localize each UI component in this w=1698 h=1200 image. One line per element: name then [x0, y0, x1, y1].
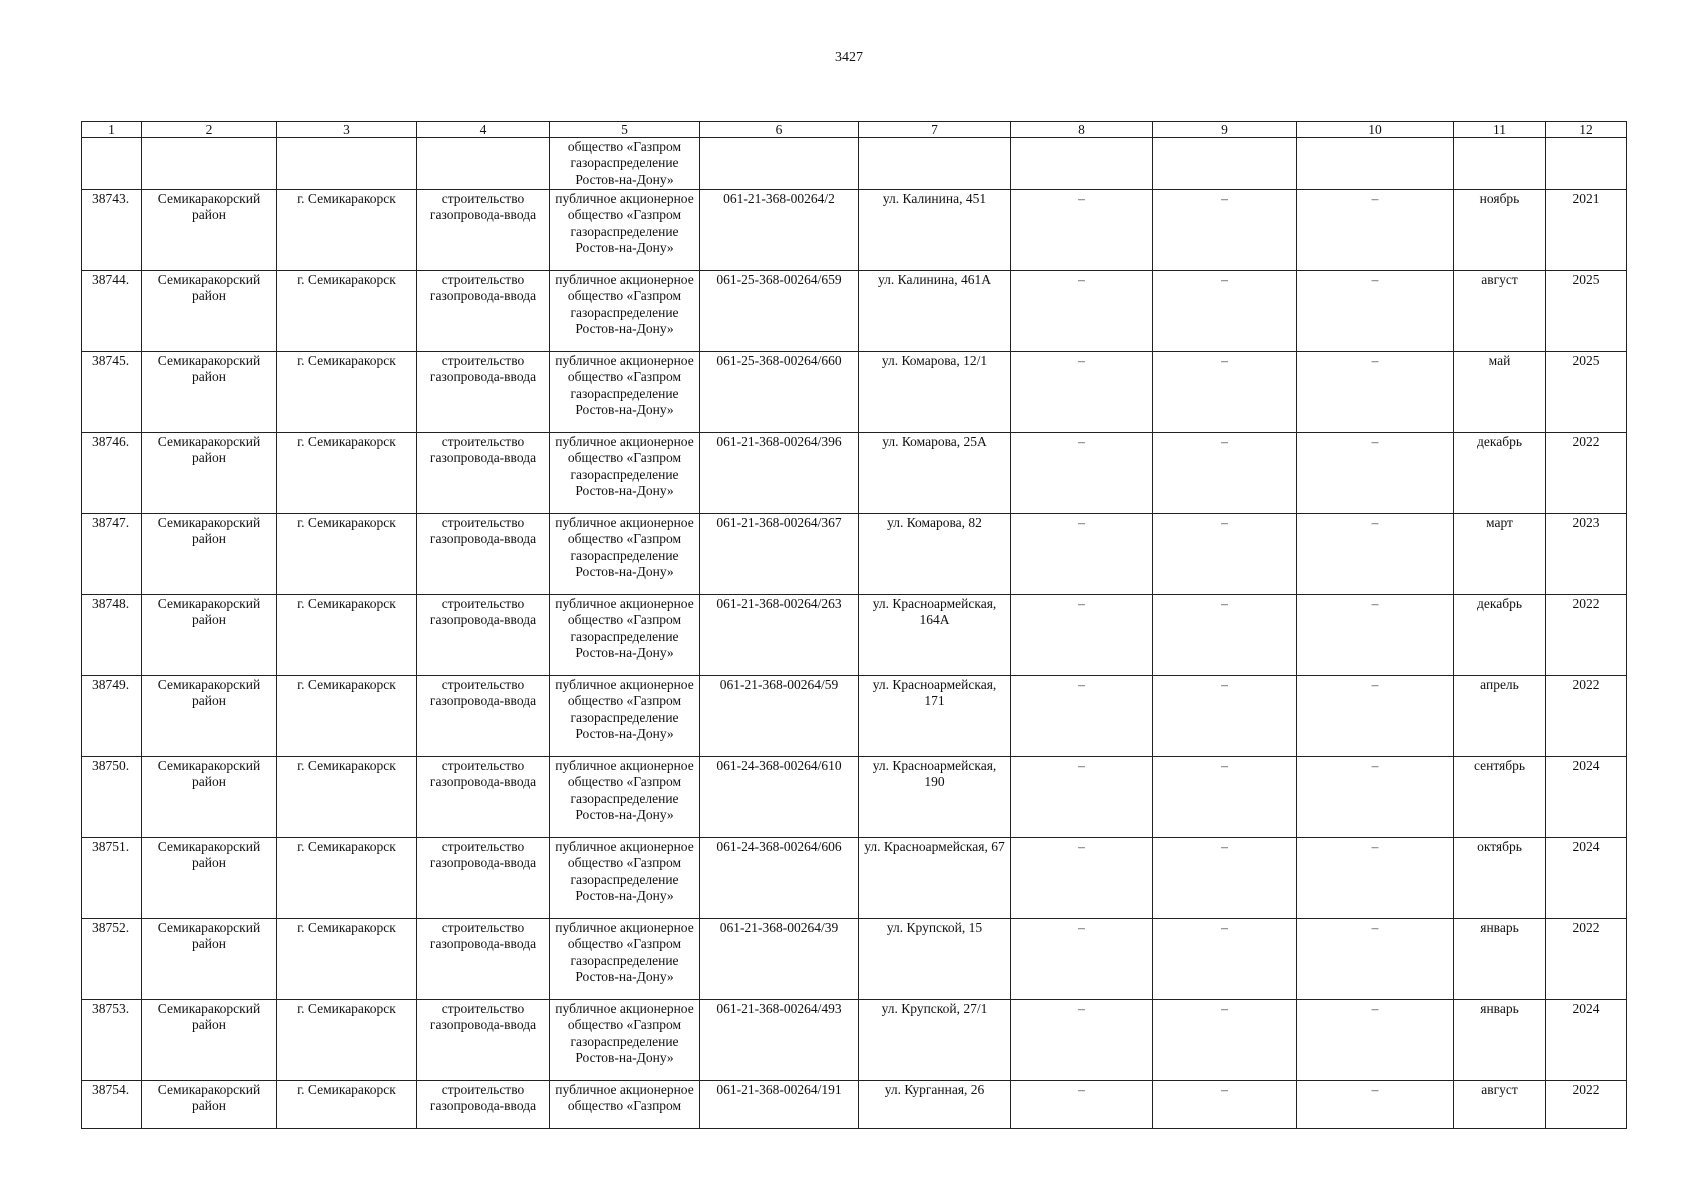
column-9-cell: –: [1153, 514, 1297, 595]
city-cell: г. Семикаракорск: [277, 514, 417, 595]
table-row: [82, 352, 1627, 433]
month-cell: декабрь: [1454, 595, 1546, 676]
permit-code-cell: 061-21-368-00264/396: [700, 433, 859, 514]
month-cell: март: [1454, 514, 1546, 595]
column-8-cell: –: [1011, 676, 1153, 757]
row-number-cell: 38753.: [82, 1000, 142, 1081]
column-header-1: 1: [82, 122, 142, 138]
column-header-3: 3: [277, 122, 417, 138]
organization-cell: публичное акционерное общество «Газпром газораспределение Ростов-на-Дону»: [550, 352, 700, 433]
address-cell: ул. Красноармейская, 67: [859, 838, 1011, 919]
table-row: [82, 595, 1627, 676]
column-10-cell: –: [1297, 676, 1454, 757]
organization-cell: публичное акционерное общество «Газпром газораспределение Ростов-на-Дону»: [550, 433, 700, 514]
work-type-cell: строительство газопровода-ввода: [417, 595, 550, 676]
row-number-cell: 38754.: [82, 1081, 142, 1129]
permit-code-cell: 061-25-368-00264/659: [700, 271, 859, 352]
district-cell: Семикаракорский район: [142, 1081, 277, 1129]
column-9-cell: –: [1153, 271, 1297, 352]
column-8-cell: –: [1011, 919, 1153, 1000]
address-cell: ул. Калинина, 461А: [859, 271, 1011, 352]
city-cell: г. Семикаракорск: [277, 838, 417, 919]
organization-cell: публичное акционерное общество «Газпром газораспределение Ростов-на-Дону»: [550, 919, 700, 1000]
work-type-cell: строительство газопровода-ввода: [417, 352, 550, 433]
column-header-10: 10: [1297, 122, 1454, 138]
permit-code-cell: 061-21-368-00264/59: [700, 676, 859, 757]
work-type-cell: строительство газопровода-ввода: [417, 676, 550, 757]
year-cell: 2025: [1546, 271, 1627, 352]
column-10-cell: –: [1297, 838, 1454, 919]
column-9-cell: –: [1153, 595, 1297, 676]
city-cell: г. Семикаракорск: [277, 919, 417, 1000]
table-row: [82, 1000, 1627, 1081]
row-number-cell: 38747.: [82, 514, 142, 595]
row-number-cell: 38745.: [82, 352, 142, 433]
year-cell: 2022: [1546, 919, 1627, 1000]
month-cell: август: [1454, 1081, 1546, 1129]
address-cell: ул. Красноармейская, 164А: [859, 595, 1011, 676]
permit-code-cell: 061-21-368-00264/191: [700, 1081, 859, 1129]
year-cell: 2024: [1546, 838, 1627, 919]
organization-cell: публичное акционерное общество «Газпром газораспределение Ростов-на-Дону»: [550, 1000, 700, 1081]
organization-cell: публичное акционерное общество «Газпром газораспределение Ростов-на-Дону»: [550, 271, 700, 352]
org-cell: общество «Газпром газораспределение Ростов-на-Дону»: [550, 138, 700, 190]
work-type-cell: строительство газопровода-ввода: [417, 919, 550, 1000]
column-header-7: 7: [859, 122, 1011, 138]
address-cell: ул. Красноармейская, 190: [859, 757, 1011, 838]
column-10-cell: –: [1297, 919, 1454, 1000]
district-cell: Семикаракорский район: [142, 676, 277, 757]
district-cell: Семикаракорский район: [142, 190, 277, 271]
year-cell: 2025: [1546, 352, 1627, 433]
district-cell: Семикаракорский район: [142, 514, 277, 595]
district-cell: Семикаракорский район: [142, 271, 277, 352]
month-cell: январь: [1454, 919, 1546, 1000]
column-9-cell: –: [1153, 190, 1297, 271]
year-cell: 2024: [1546, 1000, 1627, 1081]
column-10-cell: –: [1297, 514, 1454, 595]
address-cell: ул. Крупской, 27/1: [859, 1000, 1011, 1081]
table-row: [82, 676, 1627, 757]
table-row: [82, 838, 1627, 919]
organization-cell: публичное акционерное общество «Газпром: [550, 1081, 700, 1129]
row-number-cell: 38743.: [82, 190, 142, 271]
city-cell: г. Семикаракорск: [277, 757, 417, 838]
month-cell: август: [1454, 271, 1546, 352]
month-cell: январь: [1454, 1000, 1546, 1081]
permit-code-cell: 061-25-368-00264/660: [700, 352, 859, 433]
column-8-cell: –: [1011, 433, 1153, 514]
work-type-cell: строительство газопровода-ввода: [417, 433, 550, 514]
address-cell: ул. Комарова, 82: [859, 514, 1011, 595]
column-9-cell: –: [1153, 433, 1297, 514]
permit-code-cell: 061-24-368-00264/606: [700, 838, 859, 919]
organization-cell: публичное акционерное общество «Газпром газораспределение Ростов-на-Дону»: [550, 595, 700, 676]
column-header-11: 11: [1454, 122, 1546, 138]
month-cell: октябрь: [1454, 838, 1546, 919]
column-10-cell: –: [1297, 1081, 1454, 1129]
column-10-cell: –: [1297, 352, 1454, 433]
column-header-9: 9: [1153, 122, 1297, 138]
page-number: 3427: [835, 50, 863, 65]
row-number-cell: 38749.: [82, 676, 142, 757]
column-10-cell: –: [1297, 1000, 1454, 1081]
column-9-cell: –: [1153, 838, 1297, 919]
month-cell: декабрь: [1454, 433, 1546, 514]
table-row: [82, 1081, 1627, 1129]
column-8-cell: –: [1011, 271, 1153, 352]
column-8-cell: –: [1011, 1081, 1153, 1129]
column-header-2: 2: [142, 122, 277, 138]
organization-cell: публичное акционерное общество «Газпром газораспределение Ростов-на-Дону»: [550, 514, 700, 595]
year-cell: 2022: [1546, 433, 1627, 514]
address-cell: ул. Комарова, 12/1: [859, 352, 1011, 433]
register-table: [81, 121, 1627, 1129]
row-number-cell: 38751.: [82, 838, 142, 919]
column-9-cell: –: [1153, 919, 1297, 1000]
column-10-cell: –: [1297, 190, 1454, 271]
city-cell: г. Семикаракорск: [277, 190, 417, 271]
work-type-cell: строительство газопровода-ввода: [417, 1081, 550, 1129]
organization-cell: публичное акционерное общество «Газпром газораспределение Ростов-на-Дону»: [550, 757, 700, 838]
permit-code-cell: 061-24-368-00264/610: [700, 757, 859, 838]
column-8-cell: –: [1011, 1000, 1153, 1081]
column-8-cell: –: [1011, 757, 1153, 838]
work-type-cell: строительство газопровода-ввода: [417, 190, 550, 271]
year-cell: 2021: [1546, 190, 1627, 271]
permit-code-cell: 061-21-368-00264/493: [700, 1000, 859, 1081]
column-9-cell: –: [1153, 1000, 1297, 1081]
permit-code-cell: 061-21-368-00264/2: [700, 190, 859, 271]
district-cell: Семикаракорский район: [142, 838, 277, 919]
city-cell: г. Семикаракорск: [277, 352, 417, 433]
row-number-cell: 38750.: [82, 757, 142, 838]
city-cell: г. Семикаракорск: [277, 595, 417, 676]
table-row: [82, 757, 1627, 838]
table-row: [82, 271, 1627, 352]
district-cell: Семикаракорский район: [142, 1000, 277, 1081]
city-cell: г. Семикаракорск: [277, 271, 417, 352]
row-number-cell: 38744.: [82, 271, 142, 352]
year-cell: 2022: [1546, 676, 1627, 757]
column-10-cell: –: [1297, 595, 1454, 676]
column-10-cell: –: [1297, 433, 1454, 514]
column-header-6: 6: [700, 122, 859, 138]
row-number-cell: 38746.: [82, 433, 142, 514]
district-cell: Семикаракорский район: [142, 757, 277, 838]
address-cell: ул. Крупской, 15: [859, 919, 1011, 1000]
column-header-12: 12: [1546, 122, 1627, 138]
work-type-cell: строительство газопровода-ввода: [417, 757, 550, 838]
permit-code-cell: 061-21-368-00264/39: [700, 919, 859, 1000]
organization-cell: публичное акционерное общество «Газпром газораспределение Ростов-на-Дону»: [550, 190, 700, 271]
city-cell: г. Семикаракорск: [277, 1000, 417, 1081]
work-type-cell: строительство газопровода-ввода: [417, 1000, 550, 1081]
row-number-cell: 38748.: [82, 595, 142, 676]
column-header-5: 5: [550, 122, 700, 138]
column-9-cell: –: [1153, 757, 1297, 838]
district-cell: Семикаракорский район: [142, 919, 277, 1000]
table-row: [82, 919, 1627, 1000]
city-cell: г. Семикаракорск: [277, 676, 417, 757]
column-8-cell: –: [1011, 352, 1153, 433]
table-row: [82, 190, 1627, 271]
organization-cell: публичное акционерное общество «Газпром газораспределение Ростов-на-Дону»: [550, 676, 700, 757]
column-9-cell: –: [1153, 352, 1297, 433]
column-8-cell: –: [1011, 514, 1153, 595]
city-cell: г. Семикаракорск: [277, 433, 417, 514]
column-number-header: [82, 122, 1627, 138]
address-cell: ул. Комарова, 25А: [859, 433, 1011, 514]
column-10-cell: –: [1297, 757, 1454, 838]
month-cell: ноябрь: [1454, 190, 1546, 271]
table-row: [82, 433, 1627, 514]
city-cell: г. Семикаракорск: [277, 1081, 417, 1129]
column-9-cell: –: [1153, 1081, 1297, 1129]
organization-cell: публичное акционерное общество «Газпром газораспределение Ростов-на-Дону»: [550, 838, 700, 919]
district-cell: Семикаракорский район: [142, 352, 277, 433]
district-cell: Семикаракорский район: [142, 595, 277, 676]
permit-code-cell: 061-21-368-00264/263: [700, 595, 859, 676]
column-8-cell: –: [1011, 838, 1153, 919]
continuation-row: [82, 138, 1627, 190]
address-cell: ул. Красноармейская, 171: [859, 676, 1011, 757]
column-8-cell: –: [1011, 190, 1153, 271]
column-10-cell: –: [1297, 271, 1454, 352]
year-cell: 2022: [1546, 595, 1627, 676]
work-type-cell: строительство газопровода-ввода: [417, 514, 550, 595]
year-cell: 2024: [1546, 757, 1627, 838]
month-cell: май: [1454, 352, 1546, 433]
row-number-cell: 38752.: [82, 919, 142, 1000]
column-9-cell: –: [1153, 676, 1297, 757]
column-8-cell: –: [1011, 595, 1153, 676]
month-cell: сентябрь: [1454, 757, 1546, 838]
month-cell: апрель: [1454, 676, 1546, 757]
address-cell: ул. Калинина, 451: [859, 190, 1011, 271]
year-cell: 2022: [1546, 1081, 1627, 1129]
work-type-cell: строительство газопровода-ввода: [417, 838, 550, 919]
permit-code-cell: 061-21-368-00264/367: [700, 514, 859, 595]
address-cell: ул. Курганная, 26: [859, 1081, 1011, 1129]
district-cell: Семикаракорский район: [142, 433, 277, 514]
column-header-4: 4: [417, 122, 550, 138]
year-cell: 2023: [1546, 514, 1627, 595]
work-type-cell: строительство газопровода-ввода: [417, 271, 550, 352]
table-row: [82, 514, 1627, 595]
column-header-8: 8: [1011, 122, 1153, 138]
